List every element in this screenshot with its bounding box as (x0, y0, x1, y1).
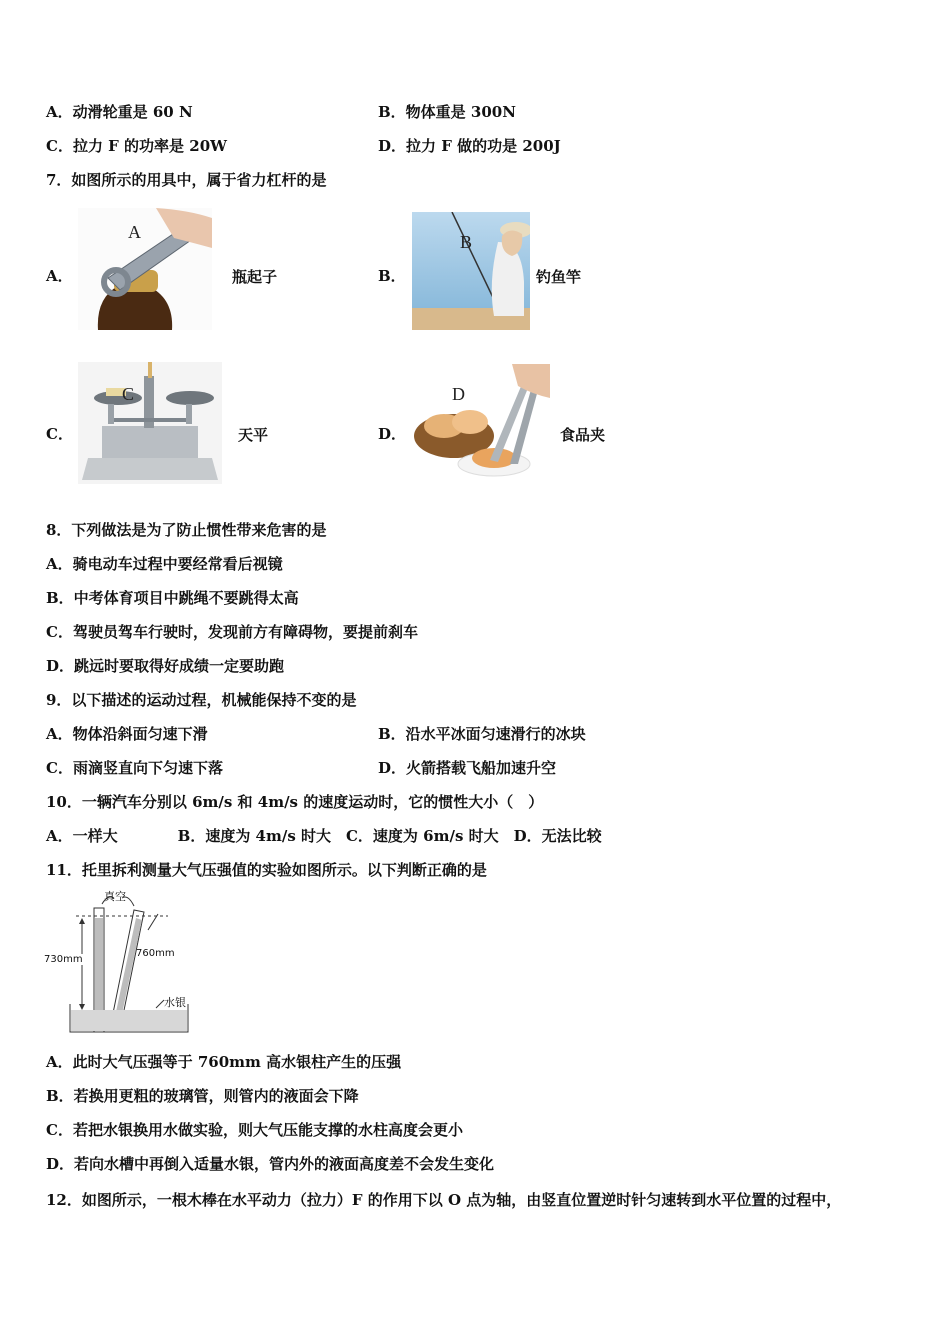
q11-option-b: B．若换用更粗的玻璃管，则管内的液面会下降 (46, 1087, 359, 1105)
food-tongs-image (414, 364, 550, 480)
vacuum-label: 真空 (104, 890, 126, 903)
fig-label-b: B (460, 232, 473, 252)
bottle-opener-image (78, 208, 212, 330)
q7-option-c-label: C． (46, 425, 73, 443)
q12-stem: 12．如图所示，一根木棒在水平动力（拉力）F 的作用下以 O 点为轴，由竖直位置逆时针匀速转到水平位置的过程中， (46, 1191, 842, 1209)
q8-stem: 8．下列做法是为了防止惯性带来危害的是 (46, 521, 327, 539)
fishing-rod-image (412, 212, 530, 330)
q9-option-b: B．沿水平冰面匀速滑行的冰块 (378, 725, 586, 743)
q7-option-d-label: D． (378, 425, 407, 443)
q7-caption-c: 天平 (238, 426, 269, 444)
q6-option-c: C．拉力 F 的功率是 20W (46, 137, 227, 155)
q7-option-a-label: A． (46, 267, 73, 285)
q6-option-a: A．动滑轮重是 60 N (46, 103, 193, 121)
q6-option-b: B．物体重是 300N (378, 103, 516, 121)
fig-label-a: A (128, 222, 141, 242)
q9-stem: 9．以下描述的运动过程，机械能保持不变的是 (46, 691, 357, 709)
q8-option-b: B．中考体育项目中跳绳不要跳得太高 (46, 589, 299, 607)
mercury-label: 水银 (164, 996, 186, 1009)
height-760-label: 760mm (136, 948, 175, 959)
q10-stem: 10．一辆汽车分别以 6m/s 和 4m/s 的速度运动时，它的惯性大小（ ） (46, 793, 544, 811)
height-730-label: 730mm (44, 954, 83, 965)
fig-label-c: C (122, 384, 135, 404)
q8-option-c: C．驾驶员驾车行驶时，发现前方有障碍物，要提前刹车 (46, 623, 418, 641)
q11-option-a: A．此时大气压强等于 760mm 高水银柱产生的压强 (46, 1053, 402, 1071)
q7-option-b-label: B． (378, 267, 406, 285)
q9-option-d: D．火箭搭载飞船加速升空 (378, 759, 557, 777)
q10-options: A．一样大 B．速度为 4m/s 时大 C．速度为 6m/s 时大 D．无法比较 (46, 827, 602, 845)
q8-option-d: D．跳远时要取得好成绩一定要助跑 (46, 657, 285, 675)
q7-caption-a: 瓶起子 (232, 268, 278, 286)
balance-scale-image (78, 362, 222, 484)
q11-option-c: C．若把水银换用水做实验，则大气压能支撑的水柱高度会更小 (46, 1121, 463, 1139)
q7-stem: 7．如图所示的用具中，属于省力杠杆的是 (46, 171, 327, 189)
q6-option-d: D．拉力 F 做的功是 200J (378, 137, 561, 155)
q9-option-a: A．物体沿斜面匀速下滑 (46, 725, 208, 743)
q11-option-d: D．若向水槽中再倒入适量水银，管内外的液面高度差不会发生变化 (46, 1155, 495, 1173)
q7-caption-d: 食品夹 (560, 426, 606, 444)
q7-caption-b: 钓鱼竿 (536, 268, 582, 286)
q8-option-a: A．骑电动车过程中要经常看后视镜 (46, 555, 283, 573)
q9-option-c: C．雨滴竖直向下匀速下落 (46, 759, 223, 777)
q11-stem: 11．托里拆利测量大气压强值的实验如图所示。以下判断正确的是 (46, 861, 487, 879)
fig-label-d: D (452, 384, 465, 404)
torricelli-diagram (44, 890, 214, 1034)
